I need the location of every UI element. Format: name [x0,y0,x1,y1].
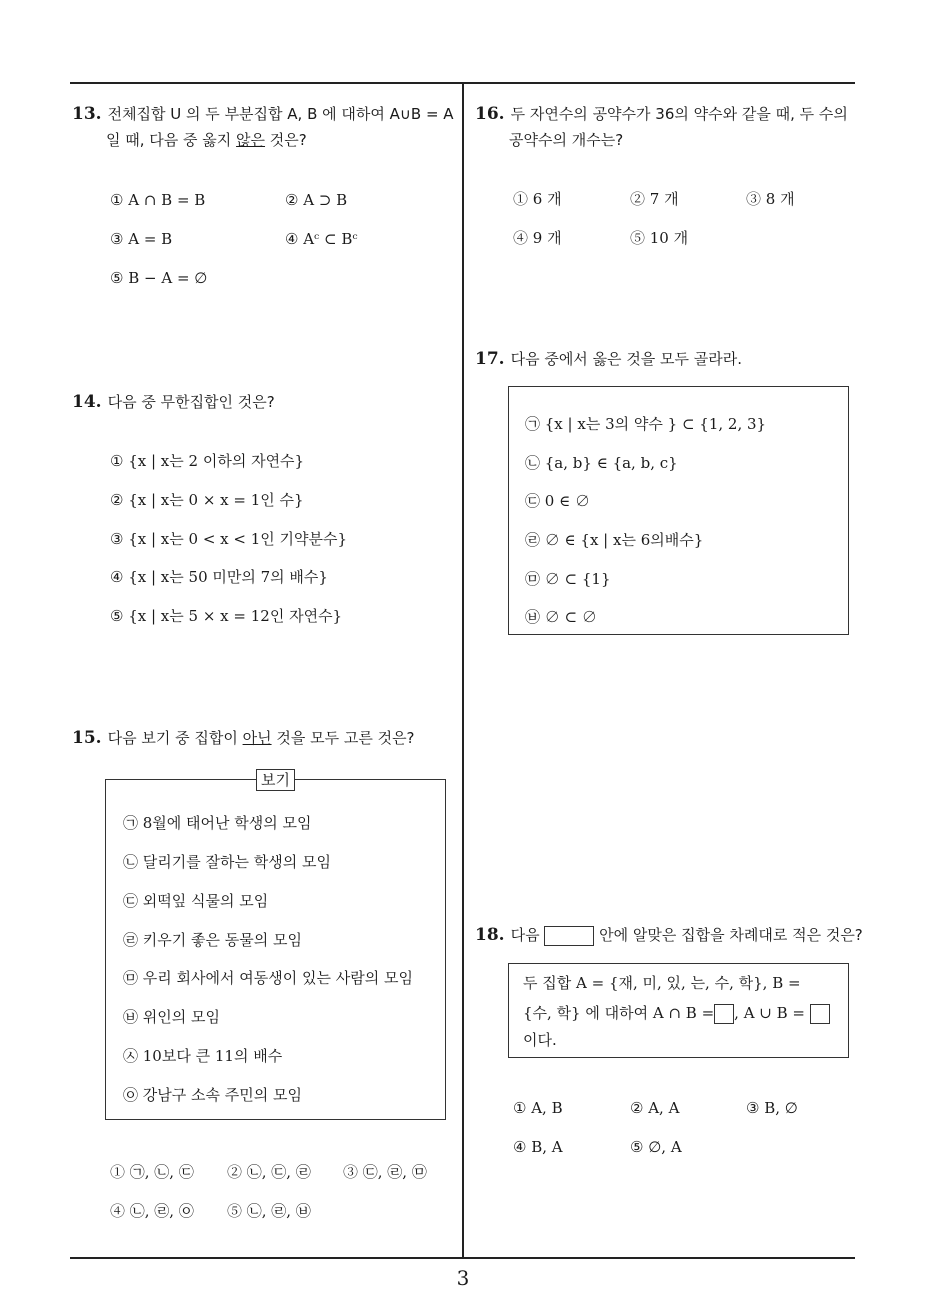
question-16-line1: 두 자연수의 공약수가 36의 약수와 같을 때, 두 수의 [510,105,848,123]
q16-option-3[interactable]: ③ 8 개 [746,190,795,208]
blank-box-2 [810,1004,830,1024]
q13-option-2[interactable]: ② A ⊃ B [285,191,348,209]
column-divider [462,82,464,1258]
q18-option-3[interactable]: ③ B, ∅ [746,1099,798,1117]
q13-option-1[interactable]: ① A ∩ B = B [110,191,206,209]
question-18 [475,922,863,948]
q15-item-3: ㉢ 외떡잎 식물의 모임 [123,892,269,910]
question-15-stem: 다음 보기 중 집합이 [107,729,243,747]
question-18-stem-end: 안에 알맞은 집합을 차례대로 적은 것은? [599,926,863,944]
q16-option-4[interactable]: ④ 9 개 [513,229,562,247]
q18-box-line-2-start: {수, 학} 에 대하여 A ∩ B = [523,1004,715,1022]
question-16 [475,101,865,153]
q18-option-2[interactable]: ② A, A [630,1099,680,1117]
question-14-stem: 다음 중 무한집합인 것은? [107,393,275,411]
q16-option-2[interactable]: ② 7 개 [630,190,679,208]
question-18-stem-start: 다음 [510,926,540,944]
question-17-number: 17. [475,349,505,369]
q15-item-4: ㉣ 키우기 좋은 동물의 모임 [123,931,302,949]
q15-item-2: ㉡ 달리기를 잘하는 학생의 모임 [123,853,331,871]
question-15-stem-end: 것을 모두 고른 것은? [271,729,415,747]
question-13-number: 13. [72,104,102,124]
q17-item-1: ㉠ {x | x는 3의 약수 } ⊂ {1, 2, 3} [525,415,767,433]
question-14-number: 14. [72,392,102,412]
question-16-line2: 공약수의 개수는? [509,131,624,149]
q18-option-5[interactable]: ⑤ ∅, A [630,1138,682,1156]
q13-option-5[interactable]: ⑤ B − A = ∅ [110,269,208,287]
q17-item-3: ㉢ 0 ∈ ∅ [525,492,590,510]
page-number: 3 [456,1266,470,1290]
answer-blank-box [544,926,594,946]
question-13-stem [72,101,457,153]
q13-option-4[interactable]: ④ Aᶜ ⊂ Bᶜ [285,230,358,248]
q15-item-5: ㉤ 우리 회사에서 여동생이 있는 사람의 모임 [123,969,413,987]
q17-item-4: ㉣ ∅ ∈ {x | x는 6의배수} [525,531,704,549]
q18-option-1[interactable]: ① A, B [513,1099,563,1117]
q15-item-7: ㉦ 10보다 큰 11의 배수 [123,1047,283,1065]
question-13-line2: 일 때, 다음 중 옳지 [106,131,237,149]
q15-box-label: 보기 [256,769,295,791]
question-14 [72,389,275,415]
question-15-underlined: 아닌 [242,729,272,747]
q17-item-6: ㉥ ∅ ⊂ ∅ [525,608,597,626]
question-13-line1: 전체집합 U 의 두 부분집합 A, B 에 대하여 A∪B = A [107,105,454,123]
question-13-underlined: 않은 [236,131,266,149]
q15-option-4[interactable]: ④ ㉡, ㉣, ㉧ [110,1202,194,1220]
q15-item-6: ㉥ 위인의 모임 [123,1008,220,1026]
question-15 [72,725,415,751]
question-15-number: 15. [72,728,102,748]
q14-option-1[interactable]: ① {x | x는 2 이하의 자연수} [110,452,305,470]
question-18-number: 18. [475,925,505,945]
blank-box-1 [714,1004,734,1024]
q18-option-4[interactable]: ④ B, A [513,1138,563,1156]
q15-option-5[interactable]: ⑤ ㉡, ㉣, ㉥ [227,1202,311,1220]
question-13-line2-end: 것은? [265,131,307,149]
q15-option-1[interactable]: ① ㉠, ㉡, ㉢ [110,1163,194,1181]
q14-option-2[interactable]: ② {x | x는 0 × x = 1인 수} [110,491,304,509]
question-16-number: 16. [475,104,505,124]
q18-box-line-2 [523,1002,830,1024]
bottom-rule [70,1257,855,1259]
q15-item-1: ㉠ 8월에 태어난 학생의 모임 [123,814,312,832]
q18-box-line-2-mid: , A ∪ B = [734,1004,806,1022]
q15-item-8: ㉧ 강남구 소속 주민의 모임 [123,1086,302,1104]
q13-option-3[interactable]: ③ A = B [110,230,173,248]
q17-item-5: ㉤ ∅ ⊂ {1} [525,570,611,588]
q17-item-2: ㉡ {a, b} ∈ {a, b, c} [525,454,678,472]
question-17-stem: 다음 중에서 옳은 것을 모두 골라라. [510,350,743,368]
q16-option-5[interactable]: ⑤ 10 개 [630,229,689,247]
question-17 [475,346,742,372]
question-13 [72,101,457,153]
q15-option-3[interactable]: ③ ㉢, ㉣, ㉤ [343,1163,427,1181]
q18-box-line-1: 두 집합 A = {재, 미, 있, 는, 수, 학}, B = [523,974,801,992]
q18-box-line-3: 이다. [523,1031,557,1049]
q14-option-3[interactable]: ③ {x | x는 0 < x < 1인 기약분수} [110,530,348,548]
q14-option-5[interactable]: ⑤ {x | x는 5 × x = 12인 자연수} [110,607,343,625]
q14-option-4[interactable]: ④ {x | x는 50 미만의 7의 배수} [110,568,328,586]
q15-option-2[interactable]: ② ㉡, ㉢, ㉣ [227,1163,311,1181]
q16-option-1[interactable]: ① 6 개 [513,190,562,208]
